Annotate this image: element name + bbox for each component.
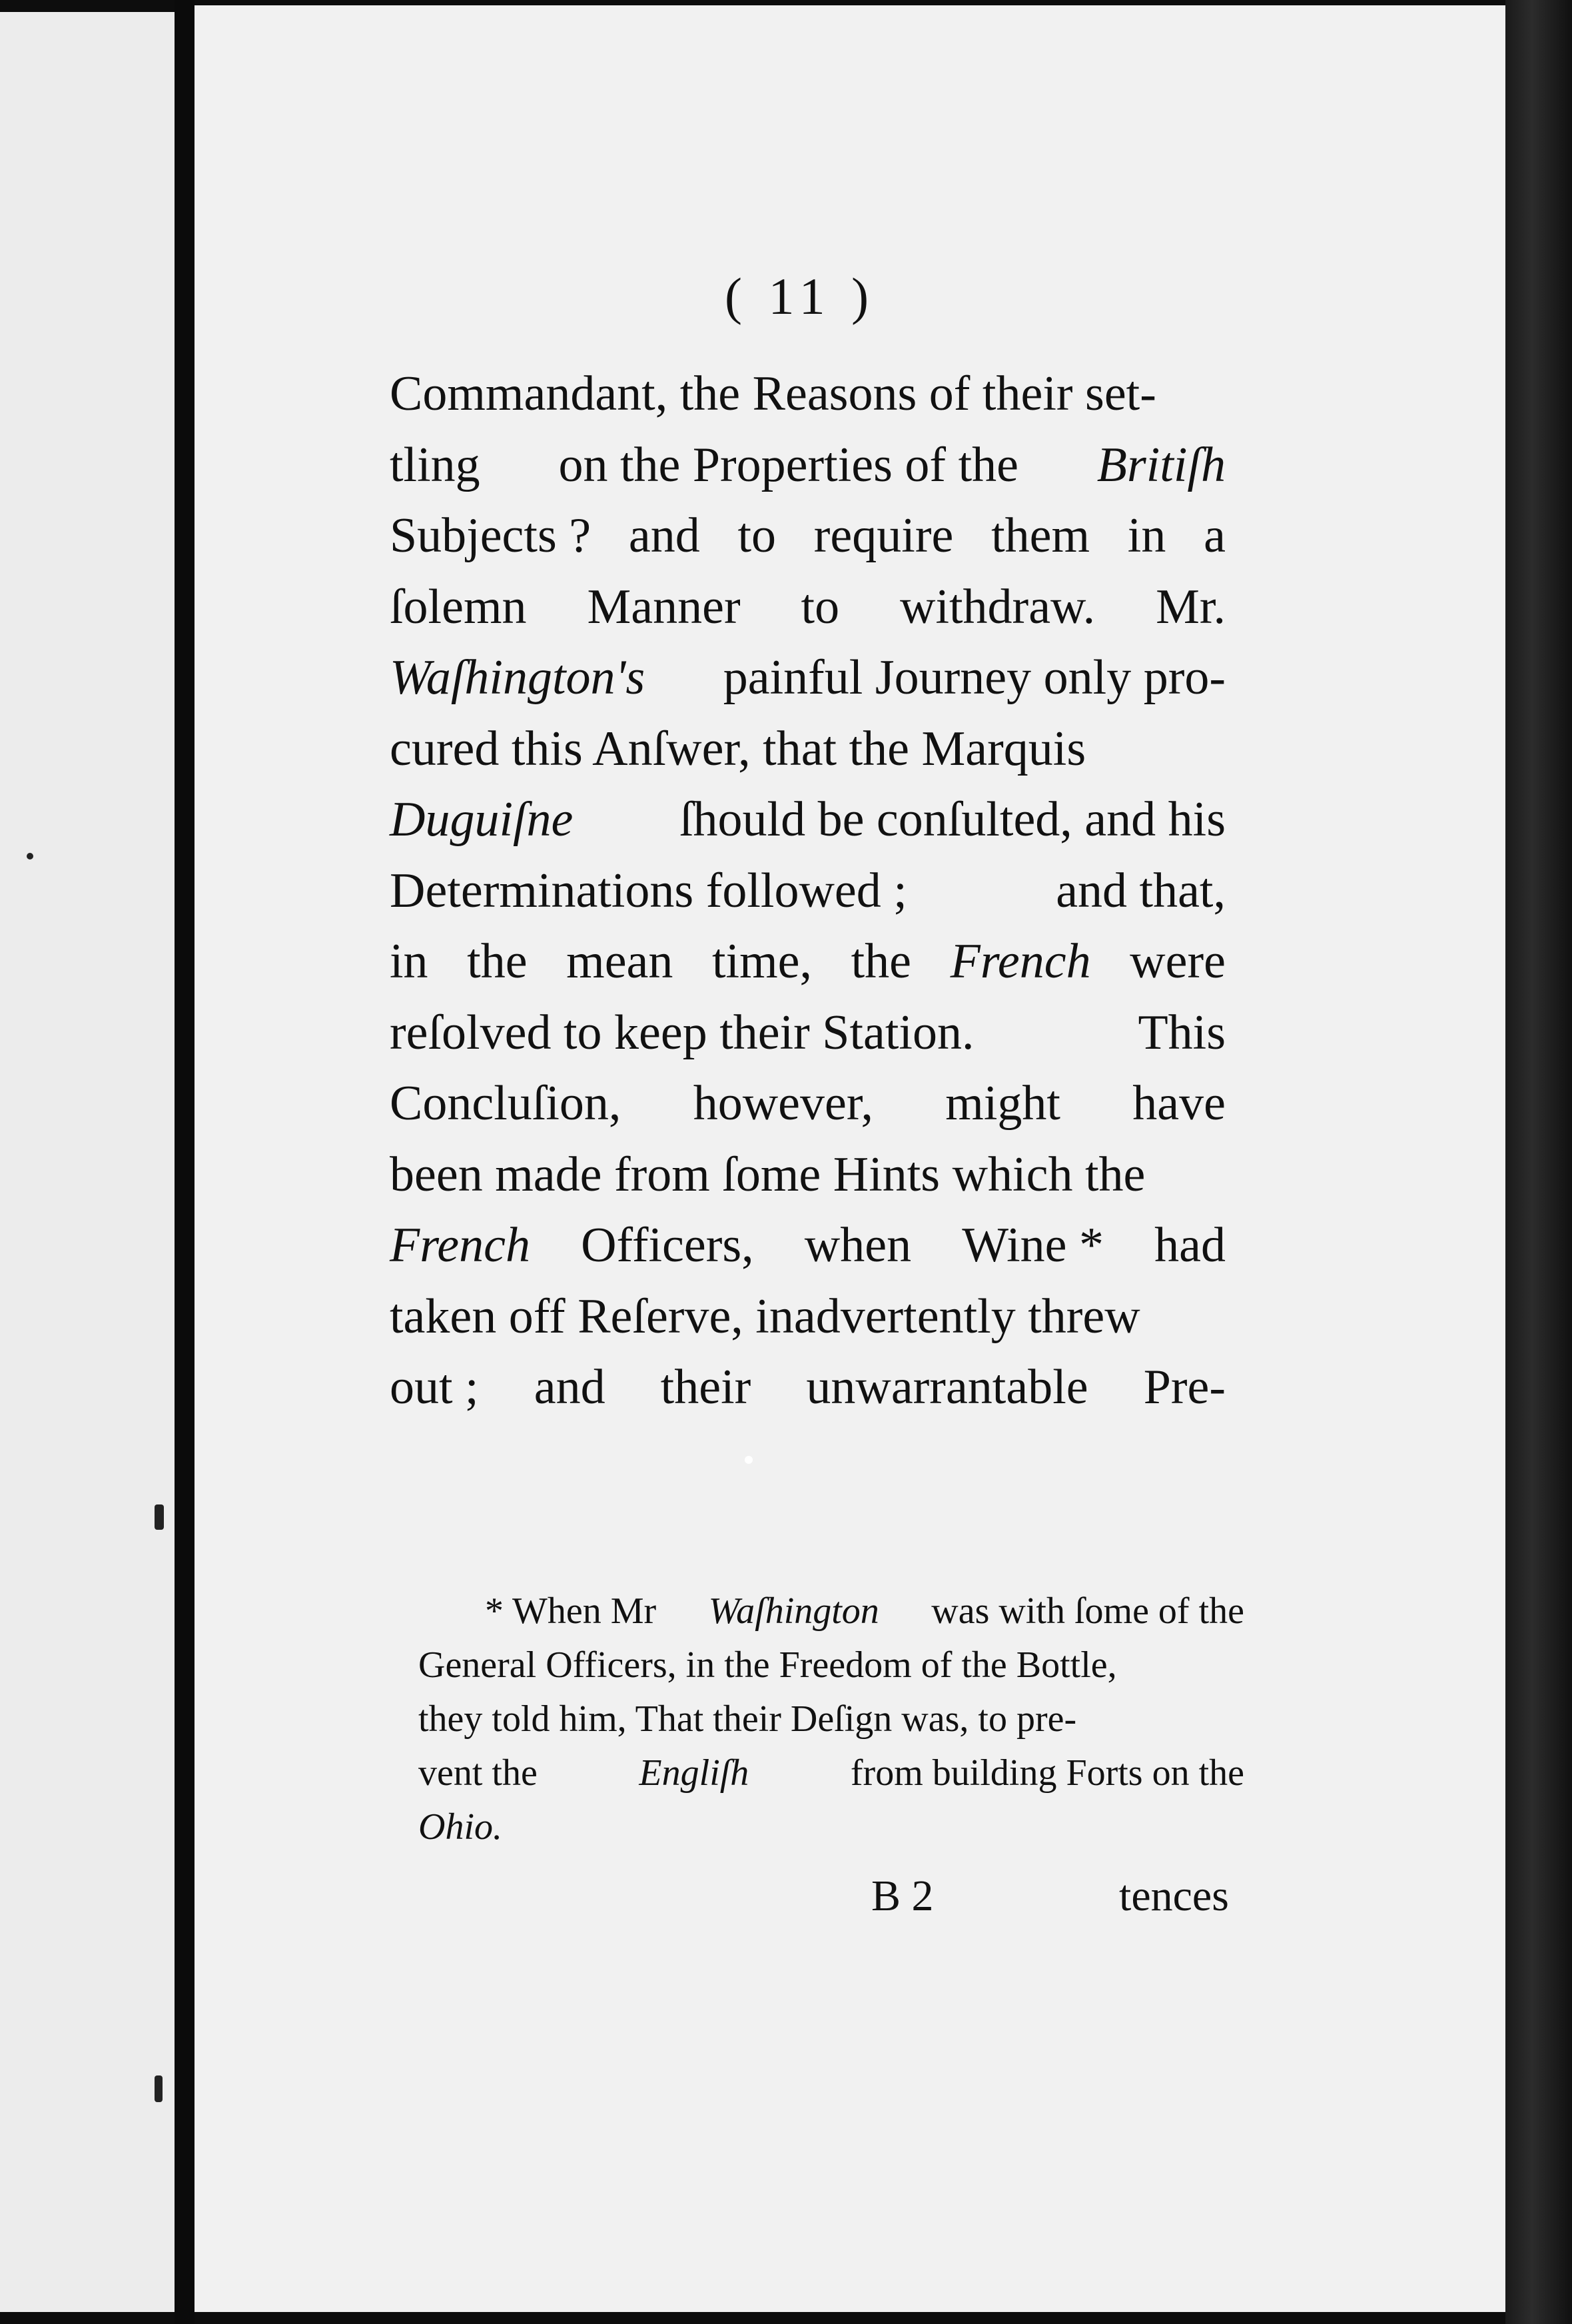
text-line — [390, 500, 1226, 572]
text-word: withdraw. — [900, 579, 1096, 634]
text-word: Manner — [587, 579, 741, 634]
text-word: reſolved to keep their Station. — [390, 1005, 975, 1060]
text-word: were — [1130, 934, 1226, 989]
text-line — [390, 642, 1226, 714]
speck — [155, 2075, 163, 2102]
text-word: a — [1204, 508, 1226, 563]
text-word: have — [1132, 1076, 1226, 1131]
text-line — [390, 572, 1226, 643]
text-word: on the Properties of the — [558, 437, 1018, 492]
text-word: French — [950, 934, 1091, 989]
text-word: and — [628, 508, 700, 563]
text-word: been made from ſome Hints which the — [390, 1147, 1146, 1202]
speck — [27, 853, 33, 860]
footnote-line — [418, 1584, 1244, 1638]
signature-mark: B 2 — [871, 1872, 934, 1920]
text-line — [390, 1352, 1226, 1423]
text-word: in — [1127, 508, 1166, 563]
footnote — [418, 1584, 1244, 1854]
footnote-word: from building Forts on the — [850, 1752, 1244, 1794]
page-number: ( 11 ) — [725, 267, 876, 325]
text-word: cured this Anſwer, that the Marquis — [390, 721, 1086, 776]
text-line — [390, 784, 1226, 856]
text-word: mean — [566, 934, 673, 989]
text-line — [390, 1139, 1226, 1211]
text-word: ſolemn — [390, 579, 527, 634]
footnote-line: they told him, That their Deſign was, to pre- — [418, 1698, 1077, 1740]
text-word: and — [534, 1360, 605, 1415]
text-word: Subjects ? — [390, 508, 591, 563]
text-word: when — [804, 1218, 912, 1273]
footnote-line: General Officers, in the Freedom of the Bottle, — [418, 1644, 1117, 1686]
text-word: Pre- — [1143, 1360, 1226, 1415]
text-line — [390, 430, 1226, 501]
text-word: Duguiſne — [390, 792, 574, 847]
footnote-line — [418, 1746, 1244, 1800]
footnote-word: * When Mr — [485, 1590, 657, 1632]
text-word: unwarrantable — [806, 1360, 1088, 1415]
text-word: in — [390, 934, 428, 989]
speck — [155, 1504, 164, 1530]
footnote-word: was with ſome of the — [931, 1590, 1244, 1632]
text-line — [390, 714, 1226, 785]
text-word: tling — [390, 437, 480, 492]
text-line — [390, 997, 1226, 1069]
catchword: tences — [1119, 1872, 1229, 1920]
text-word: ſhould be conſulted, and his — [679, 792, 1226, 847]
body-text — [390, 358, 1226, 1423]
text-word: This — [1138, 1005, 1226, 1060]
facing-page-edge — [0, 12, 175, 2312]
text-line — [390, 926, 1226, 997]
text-word: Officers, — [581, 1218, 754, 1273]
footnote-word: Engliſh — [639, 1752, 749, 1794]
text-word: to — [801, 579, 840, 634]
text-word: the — [467, 934, 528, 989]
footnote-word: vent the — [418, 1752, 538, 1794]
text-word: taken off Reſerve, inadvertently threw — [390, 1289, 1140, 1344]
text-line — [390, 1281, 1226, 1353]
text-word: the — [851, 934, 912, 989]
text-word: Waſhington's — [390, 650, 645, 705]
text-word: painful Journey only pro- — [723, 650, 1226, 705]
text-line — [390, 1068, 1226, 1139]
text-word: Determinations followed ; — [390, 863, 907, 918]
footnote-line — [418, 1800, 1244, 1854]
text-line — [390, 856, 1226, 927]
text-word: Concluſion, — [390, 1076, 621, 1131]
page-edge-shadow — [1505, 0, 1572, 2324]
text-word: French — [390, 1218, 530, 1273]
text-word: and that, — [1056, 863, 1226, 918]
text-word: however, — [693, 1076, 873, 1131]
text-word: them — [991, 508, 1090, 563]
text-word: might — [945, 1076, 1060, 1131]
footnote-word: Ohio. — [418, 1806, 502, 1848]
text-line — [390, 1210, 1226, 1281]
text-word: Commandant, the Reasons of their set- — [390, 366, 1156, 421]
text-word: out ; — [390, 1360, 479, 1415]
text-word: had — [1154, 1218, 1226, 1273]
text-word: Mr. — [1156, 579, 1226, 634]
book-gutter — [175, 0, 195, 2324]
text-word: their — [660, 1360, 751, 1415]
text-word: Wine * — [962, 1218, 1104, 1273]
speck — [745, 1456, 753, 1464]
text-line — [390, 358, 1226, 430]
footnote-word: Waſhington — [708, 1590, 879, 1632]
text-word: Britiſh — [1096, 437, 1226, 492]
text-word: to — [737, 508, 777, 563]
text-word: require — [813, 508, 954, 563]
text-word: time, — [712, 934, 813, 989]
